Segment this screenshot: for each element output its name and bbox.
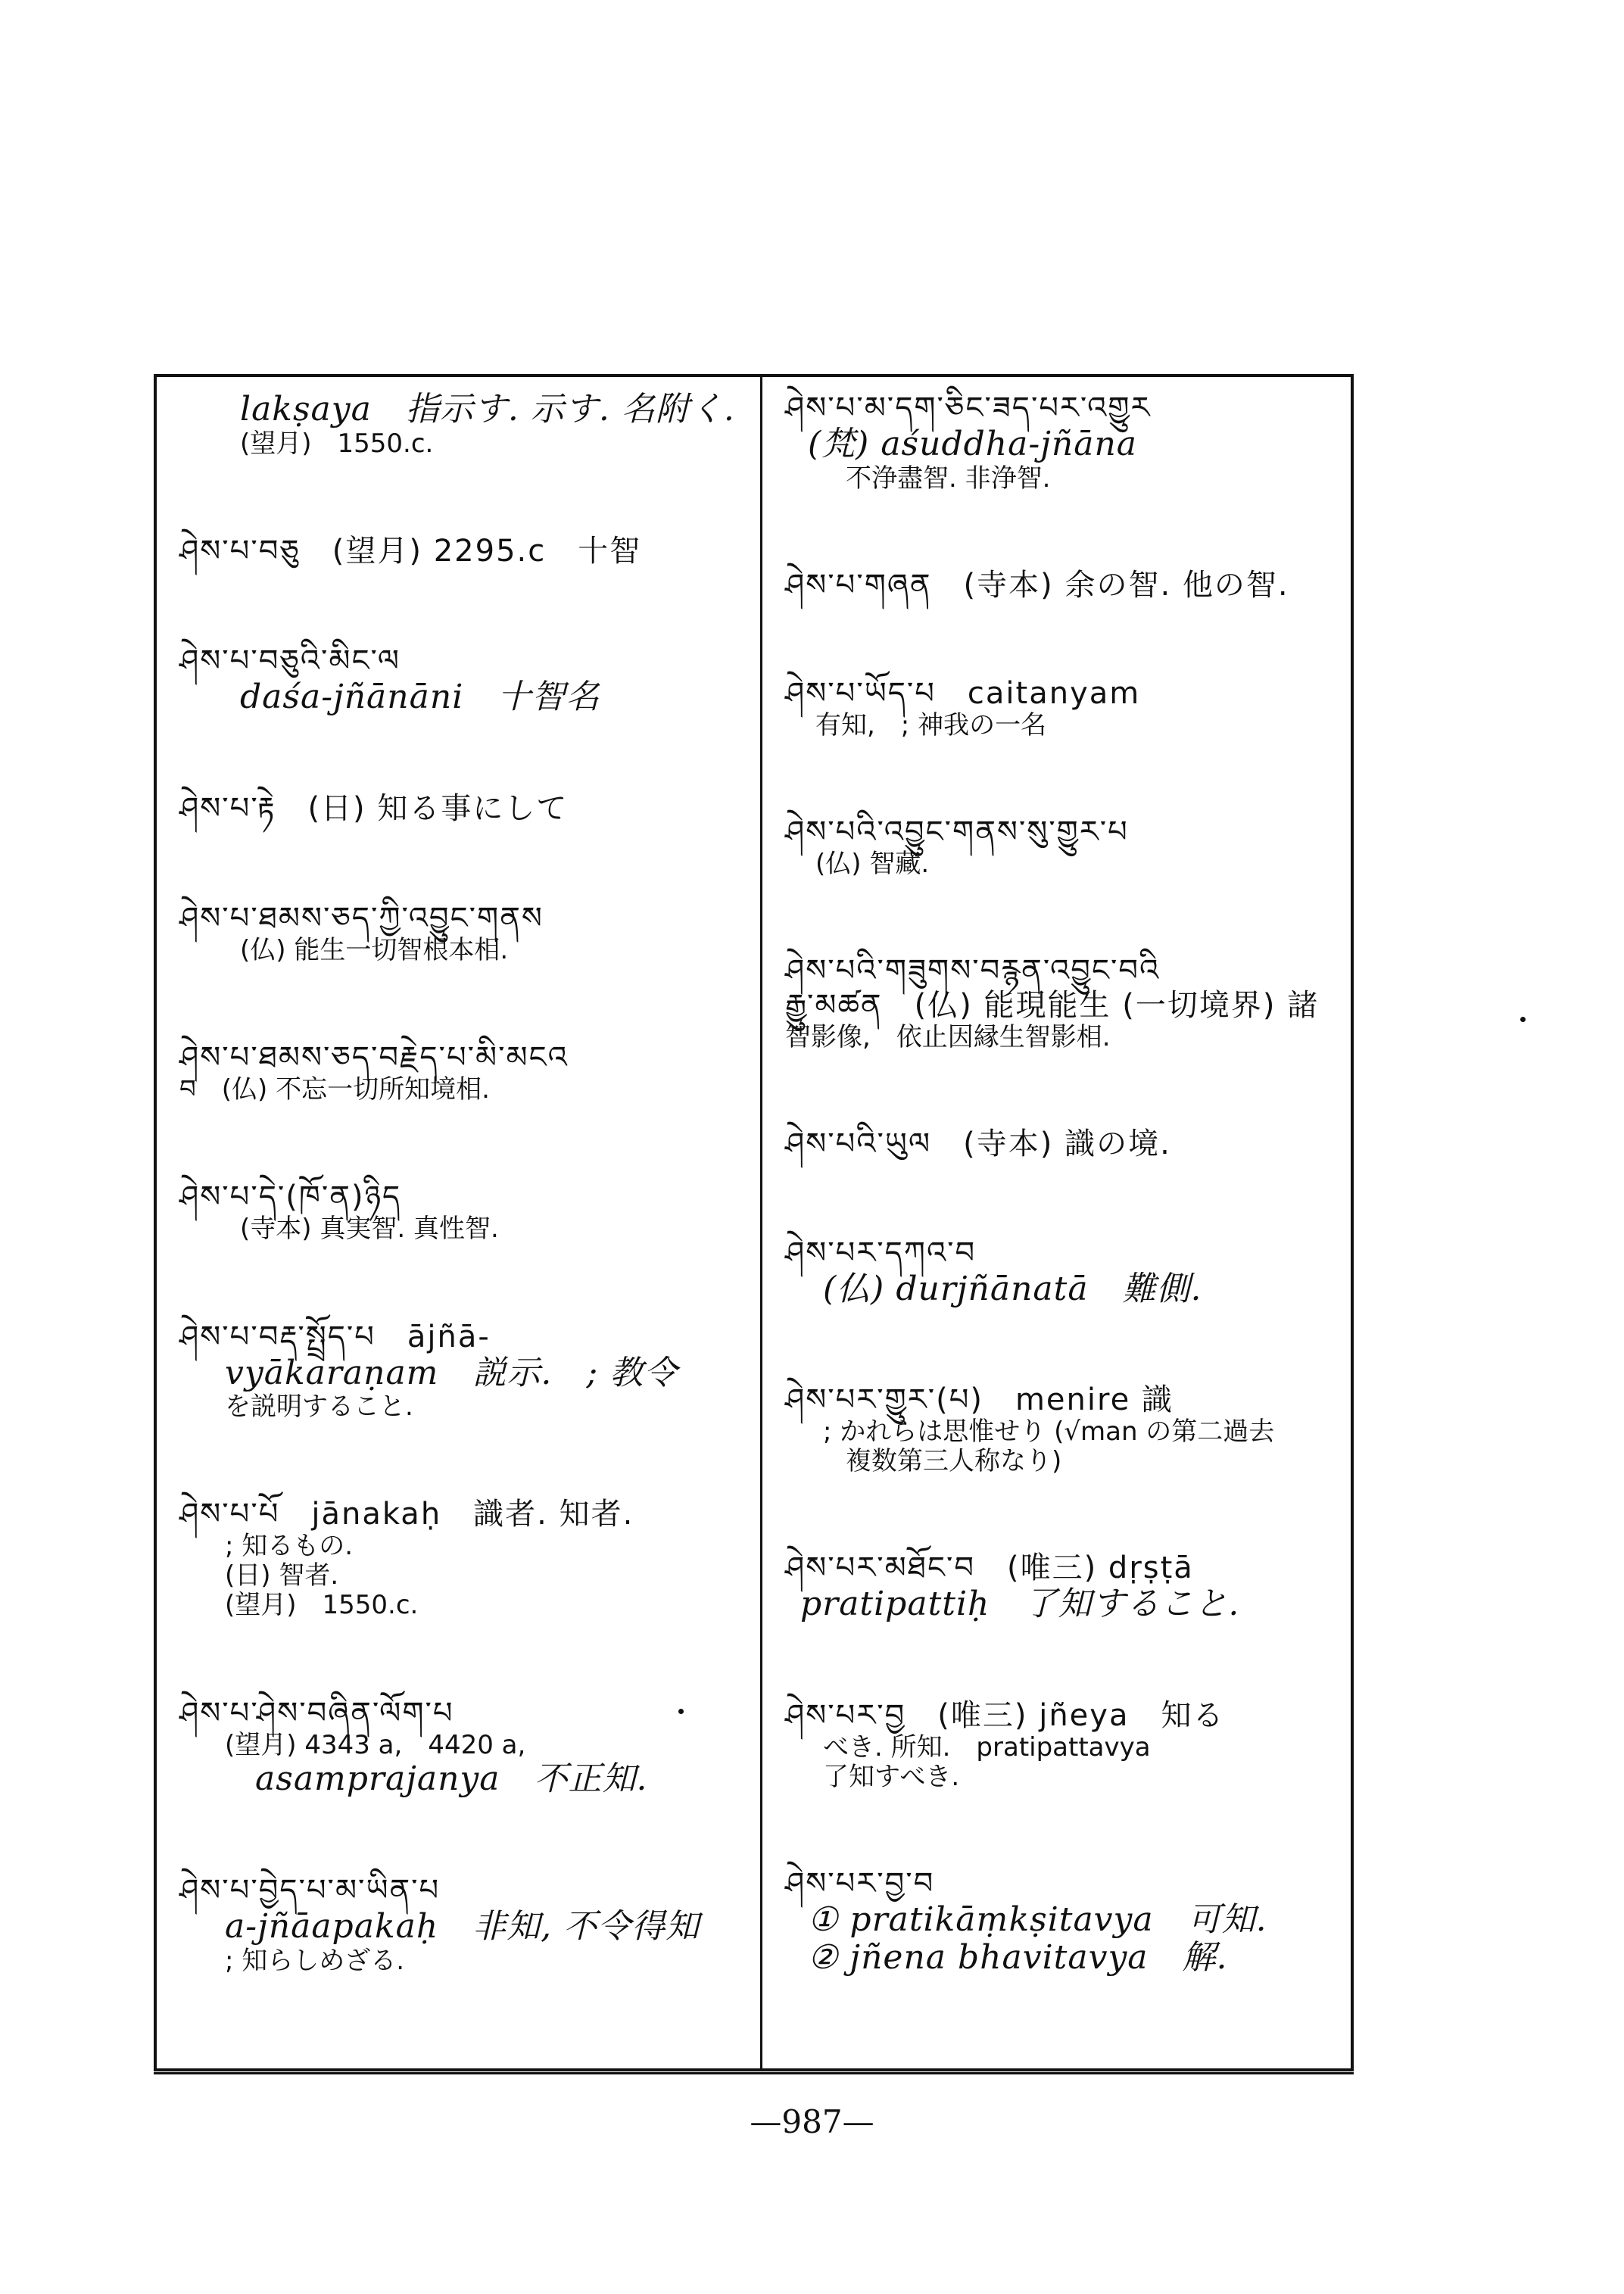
entry-headword-line: ཤེས་པ་བརྡ་སྤྲོད་པ ājñā- xyxy=(179,1319,491,1354)
entry-headword-line: ཤེས་པ་ཐམས་ཅད་ཀྱི་འབྱུང་གནས xyxy=(179,901,544,937)
dictionary-entry xyxy=(157,644,760,717)
entry-headword-line: ཤེས་པའི་གཟུགས་བརྙན་འབྱུང་བའི xyxy=(785,953,1161,989)
entry-gloss-line: (日) 智者. xyxy=(225,1560,339,1591)
entry-headword-line: ཤེས་པ་རྟེ (日) 知る事にして xyxy=(179,791,569,827)
entry-gloss-line: a-jñāapakaḥ 非知, 不令得知 xyxy=(225,1907,700,1946)
entry-headword-line: ཤེས་པར་མཐོང་བ (唯三) dṛṣṭā xyxy=(785,1551,1194,1586)
ink-speck xyxy=(678,1709,684,1714)
entry-gloss-line: (望月) 1550.c. xyxy=(225,1590,419,1621)
entry-headword-line: lakṣaya 指示す. 示す. 名附く. xyxy=(240,390,735,429)
entry-headword-line: ཤེས་པར་བྱ (唯三) jñeya 知る xyxy=(785,1697,1225,1733)
entry-gloss-line: 不浄盡智. 非浄智. xyxy=(846,463,1051,494)
dictionary-entry xyxy=(762,676,1351,740)
dictionary-entry xyxy=(762,1866,1351,1978)
dictionary-entry xyxy=(157,1040,760,1105)
dictionary-entry xyxy=(157,1497,760,1620)
entry-gloss-line: ② jñena bhavitavya 解. xyxy=(808,1938,1228,1978)
entry-gloss-line: (仏) 能生一切智根本相. xyxy=(240,935,509,966)
entry-headword-line: ཤེས་པ་གཞན (寺本) 余の智. 他の智. xyxy=(785,567,1289,603)
entry-gloss-line: (仏) 智藏. xyxy=(815,849,930,880)
dictionary-entry xyxy=(762,1382,1351,1476)
entry-gloss-line: ; 知るもの. xyxy=(225,1531,354,1562)
entry-headword-line: ཤེས་པ་བྱེད་པ་མ་ཡིན་པ xyxy=(179,1873,441,1909)
entry-headword-line: ཤེས་པ་ཡོད་པ caitanyam xyxy=(785,676,1141,712)
dictionary-entry xyxy=(157,1696,760,1799)
entry-headword-line: ཤེས་པ་པོ jānakaḥ 識者. 知者. xyxy=(179,1497,634,1532)
dictionary-entry xyxy=(762,953,1351,1052)
entry-gloss-line: བ (仏) 不忘一切所知境相. xyxy=(179,1074,490,1105)
dictionary-entry xyxy=(762,568,1351,603)
entry-gloss-line: asamprajanya 不正知. xyxy=(255,1759,648,1798)
entry-gloss-line: daśa-jñānāni 十智名 xyxy=(240,677,600,716)
dictionary-entry xyxy=(157,1320,760,1423)
left-column xyxy=(157,377,762,2068)
entry-headword-line: ཤེས་པར་བྱ་བ xyxy=(785,1865,935,1901)
entry-headword-line: ཤེས་པ་བཅུའི་མིང་ལ xyxy=(179,643,401,678)
entry-gloss-line: べき. 所知. pratipattavya xyxy=(823,1731,1151,1763)
dictionary-entry xyxy=(762,815,1351,879)
entry-headword-line: ཤེས་པ་ཤེས་བཞིན་ལོག་པ xyxy=(179,1695,454,1731)
entry-gloss-line: ① pratikāṃkṣitavya 可知. xyxy=(808,1900,1267,1939)
entry-headword-line: ཤེས་པ་དེ་(ཁོ་ན)ཉིད xyxy=(179,1180,402,1215)
entry-headword-line: ཤེས་པའི་ཡུལ (寺本) 識の境. xyxy=(785,1127,1171,1162)
dictionary-entry xyxy=(762,391,1351,494)
entry-headword-line: ཤེས་པའི་འབྱུང་གནས་སུ་གྱུར་པ xyxy=(785,815,1129,850)
dictionary-entry xyxy=(762,1236,1351,1309)
entry-headword-line: ཤེས་པར་གྱུར་(པ) menire 識 xyxy=(785,1382,1174,1418)
page-number: —987— xyxy=(750,2103,874,2140)
dictionary-entry xyxy=(762,1551,1351,1624)
entry-gloss-line: vyākaraṇam 説示. ; 教令 xyxy=(225,1353,678,1392)
entry-gloss-line: 了知すべき. xyxy=(823,1761,960,1792)
entry-headword-line: ཤེས་པར་དཀའ་བ xyxy=(785,1235,977,1270)
right-column xyxy=(762,377,1351,2068)
entry-gloss-line: pratipattiḥ 了知すること. xyxy=(800,1585,1240,1624)
entry-gloss-line: རྒྱུ་མཚན (仏) 能現能生 (一切境界) 諸 xyxy=(785,988,1320,1024)
dictionary-entry xyxy=(157,391,760,459)
entry-gloss-line: (望月) 1550.c. xyxy=(240,428,434,459)
entry-gloss-line: (寺本) 真実智. 真性智. xyxy=(240,1214,499,1245)
dictionary-entry xyxy=(762,1127,1351,1161)
entry-gloss-line: (望月) 4343 a, 4420 a, xyxy=(225,1729,526,1760)
entry-gloss-line: 智影像, 依止因縁生智影相. xyxy=(785,1022,1111,1053)
dictionary-entry xyxy=(157,901,760,965)
entry-gloss-line: (仏) durjñānatā 難側. xyxy=(823,1269,1202,1308)
entry-gloss-line: ; かれらは思惟せり (√man の第二過去 xyxy=(823,1417,1275,1448)
dictionary-entry xyxy=(762,1698,1351,1792)
entry-gloss-line: 有知, ; 神我の一名 xyxy=(815,710,1047,741)
dictionary-entry xyxy=(157,534,760,569)
dictionary-entry xyxy=(157,1873,760,1976)
page-frame xyxy=(154,374,1354,2071)
entry-gloss-line: (梵) aśuddha-jñāna xyxy=(808,425,1138,463)
entry-headword-line: ཤེས་པ་ཐམས་ཅད་བརྗེད་པ་མི་མངའ xyxy=(179,1040,569,1076)
entry-gloss-line: 複数第三人称なり) xyxy=(846,1446,1062,1477)
entry-gloss-line: を説明すること. xyxy=(225,1392,413,1423)
entry-headword-line: ཤེས་པ་བཅུ (望月) 2295.c 十智 xyxy=(179,533,642,569)
entry-headword-line: ཤེས་པ་མ་དག་ཅིང་ཟད་པར་འགྱུར xyxy=(785,391,1152,425)
dictionary-entry xyxy=(157,1180,760,1244)
entry-gloss-line: ; 知らしめざる. xyxy=(225,1945,405,1976)
ink-speck xyxy=(1520,1017,1526,1022)
dictionary-entry xyxy=(157,791,760,826)
